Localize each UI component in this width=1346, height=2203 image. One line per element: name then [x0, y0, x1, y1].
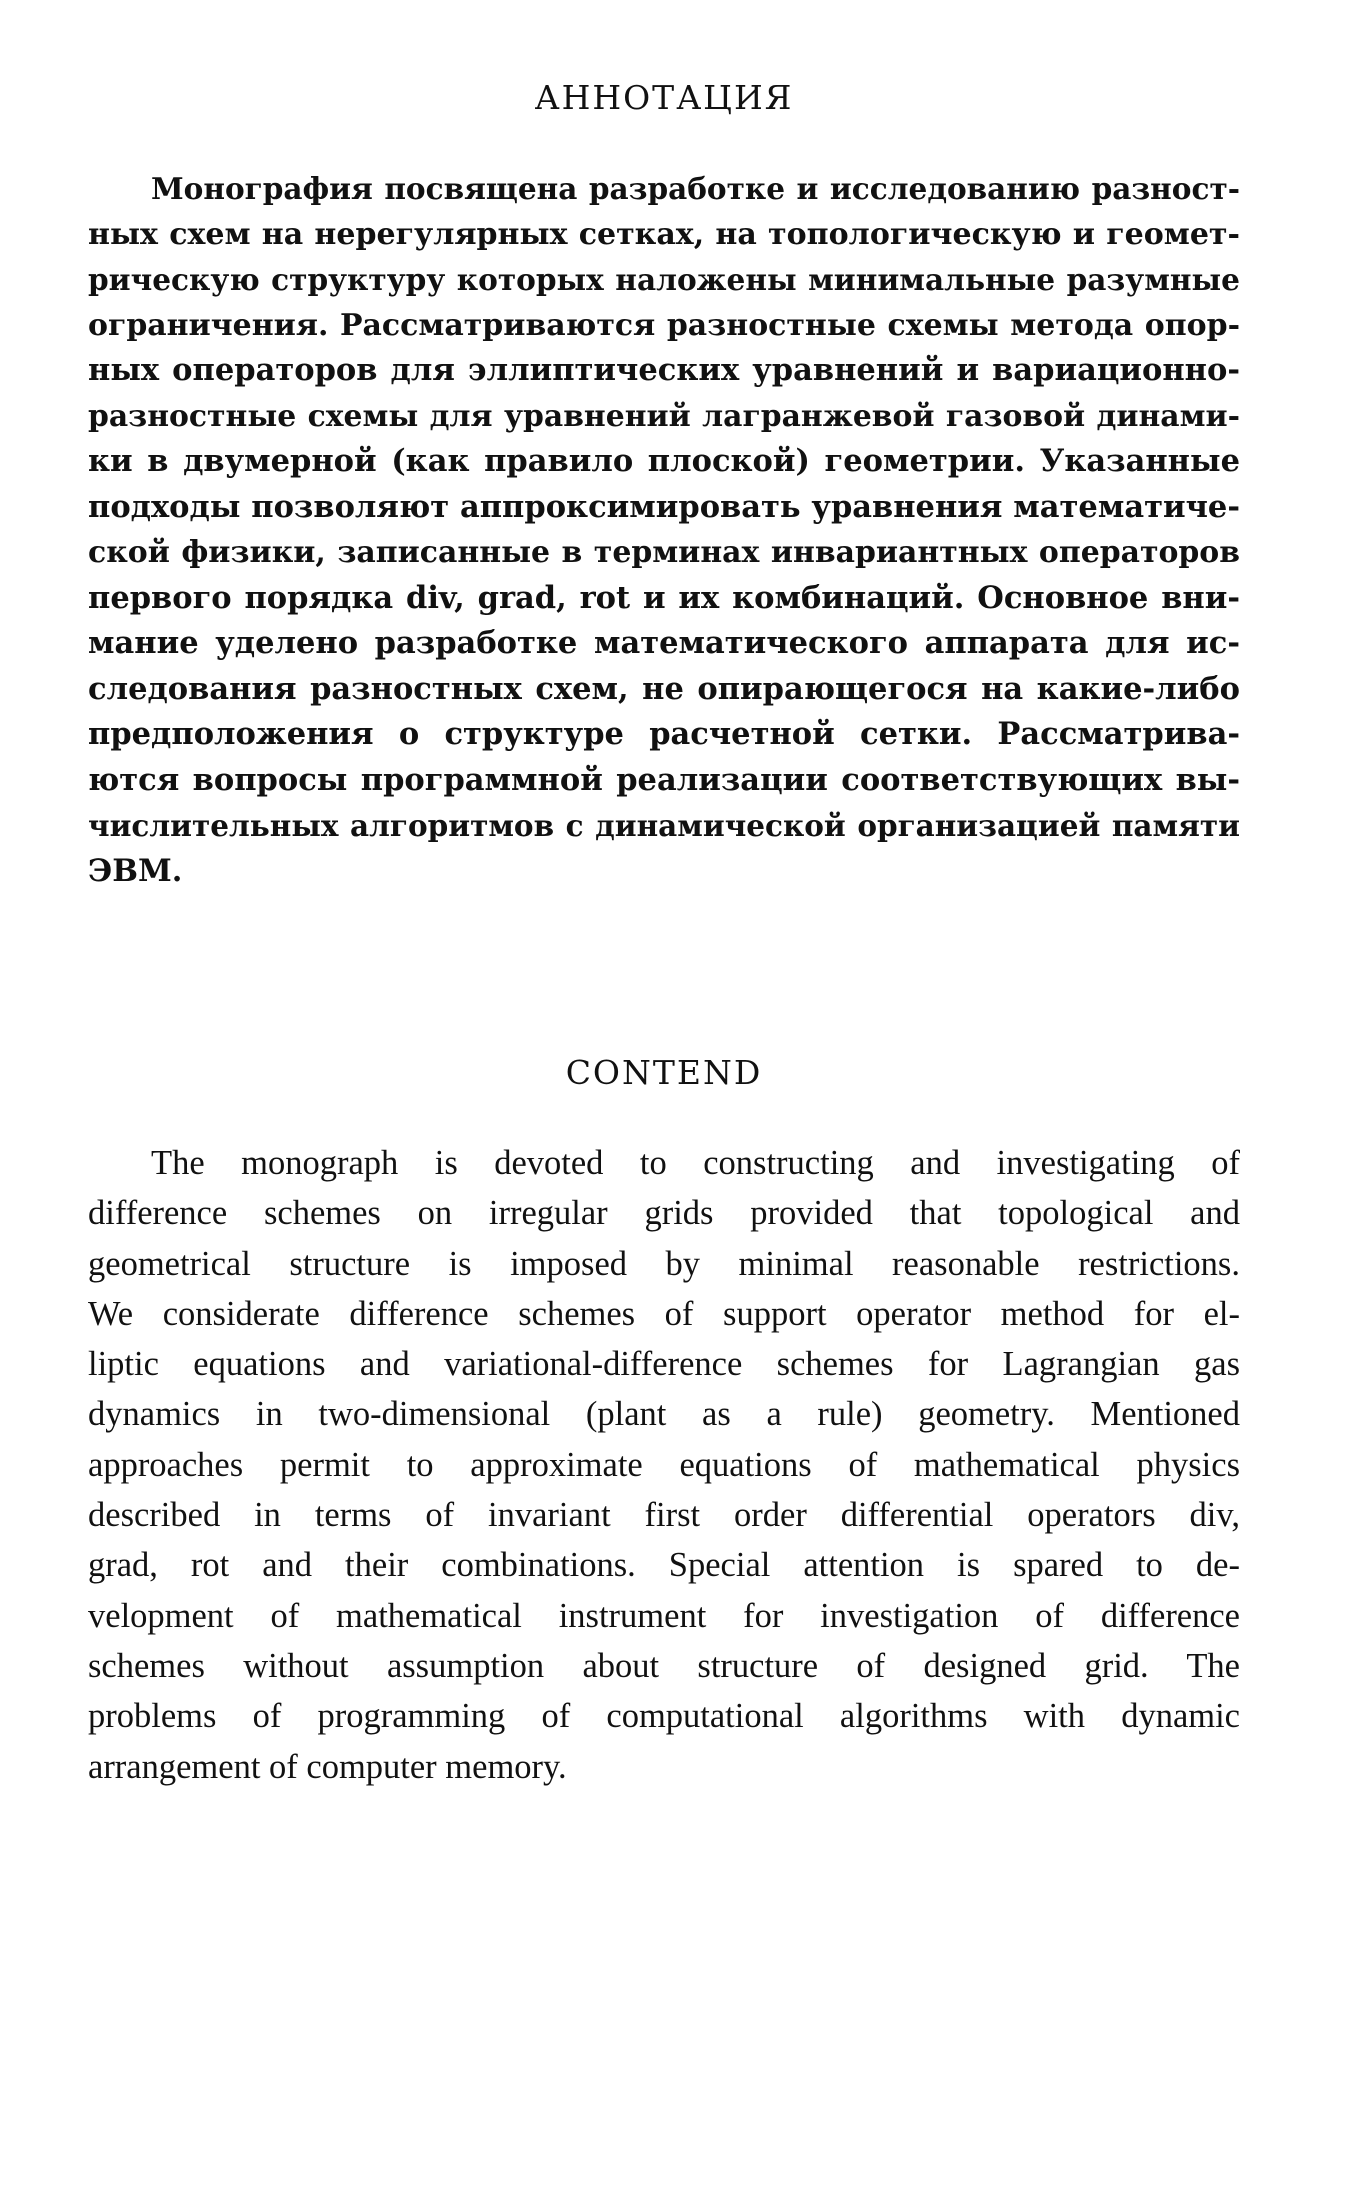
russian-line: подходы позволяют аппроксимировать уравнения математиче- [88, 488, 1240, 525]
english-line: liptic equations and variational-difference schemes for Lagrangian gas [88, 1345, 1240, 1384]
russian-abstract-title: АННОТАЦИЯ [534, 78, 794, 117]
english-line: problems of programming of computational algorithms with dynamic [88, 1697, 1240, 1736]
russian-line: ных схем на нерегулярных сетках, на топологическую и геомет- [88, 216, 1240, 252]
english-line: arrangement of computer memory. [88, 1747, 567, 1786]
english-line: We considerate difference schemes of support operator method for el- [88, 1294, 1240, 1333]
russian-abstract-text [88, 166, 1240, 894]
russian-line: Монография посвящена разработке и исследованию разност- [151, 171, 1240, 206]
english-abstract-text [88, 1138, 1240, 1792]
russian-line: предположения о структуре расчетной сетки. Рассматрива- [88, 716, 1240, 752]
russian-line: ных операторов для эллиптических уравнений и вариационно- [88, 352, 1240, 388]
russian-line: первого порядка div, grad, rot и их комбинаций. Основное вни- [88, 579, 1240, 616]
russian-line: ЭВМ. [88, 852, 183, 889]
russian-line: ки в двумерной (как правило плоской) геометрии. Указанные [88, 443, 1240, 479]
english-line: The monograph is devoted to constructing and investigating of [151, 1144, 1240, 1182]
russian-line: числительных алгоритмов с динамической организацией памяти [88, 808, 1240, 843]
russian-line: ской физики, записанные в терминах инвариантных операторов [88, 535, 1240, 570]
english-line: difference schemes on irregular grids provided that topological and [88, 1194, 1240, 1233]
english-line: schemes without assumption about structure of designed grid. The [88, 1646, 1240, 1685]
english-line: velopment of mathematical instrument for investigation of difference [88, 1596, 1240, 1635]
english-line: geometrical structure is imposed by minimal reasonable restrictions. [88, 1244, 1240, 1283]
english-abstract-title: CONTEND [565, 1053, 763, 1092]
english-line: described in terms of invariant first order differential operators div, [88, 1496, 1240, 1535]
english-line: grad, rot and their combinations. Special attention is spared to de- [88, 1546, 1240, 1585]
russian-line: ются вопросы программной реализации соответствующих вы- [88, 761, 1240, 798]
english-line: approaches permit to approximate equations of mathematical physics [88, 1445, 1240, 1484]
russian-line: ограничения. Рассматриваются разностные схемы метода опор- [88, 307, 1240, 343]
russian-line: разностные схемы для уравнений лагранжевой газовой динами- [88, 398, 1240, 434]
english-line: dynamics in two-dimensional (plant as a rule) geometry. Mentioned [88, 1395, 1240, 1434]
russian-line: следования разностных схем, не опирающегося на какие-либо [88, 670, 1240, 707]
russian-line: мание уделено разработке математического аппарата для ис- [88, 625, 1240, 661]
russian-line: рическую структуру которых наложены минимальные разумные [88, 262, 1240, 297]
